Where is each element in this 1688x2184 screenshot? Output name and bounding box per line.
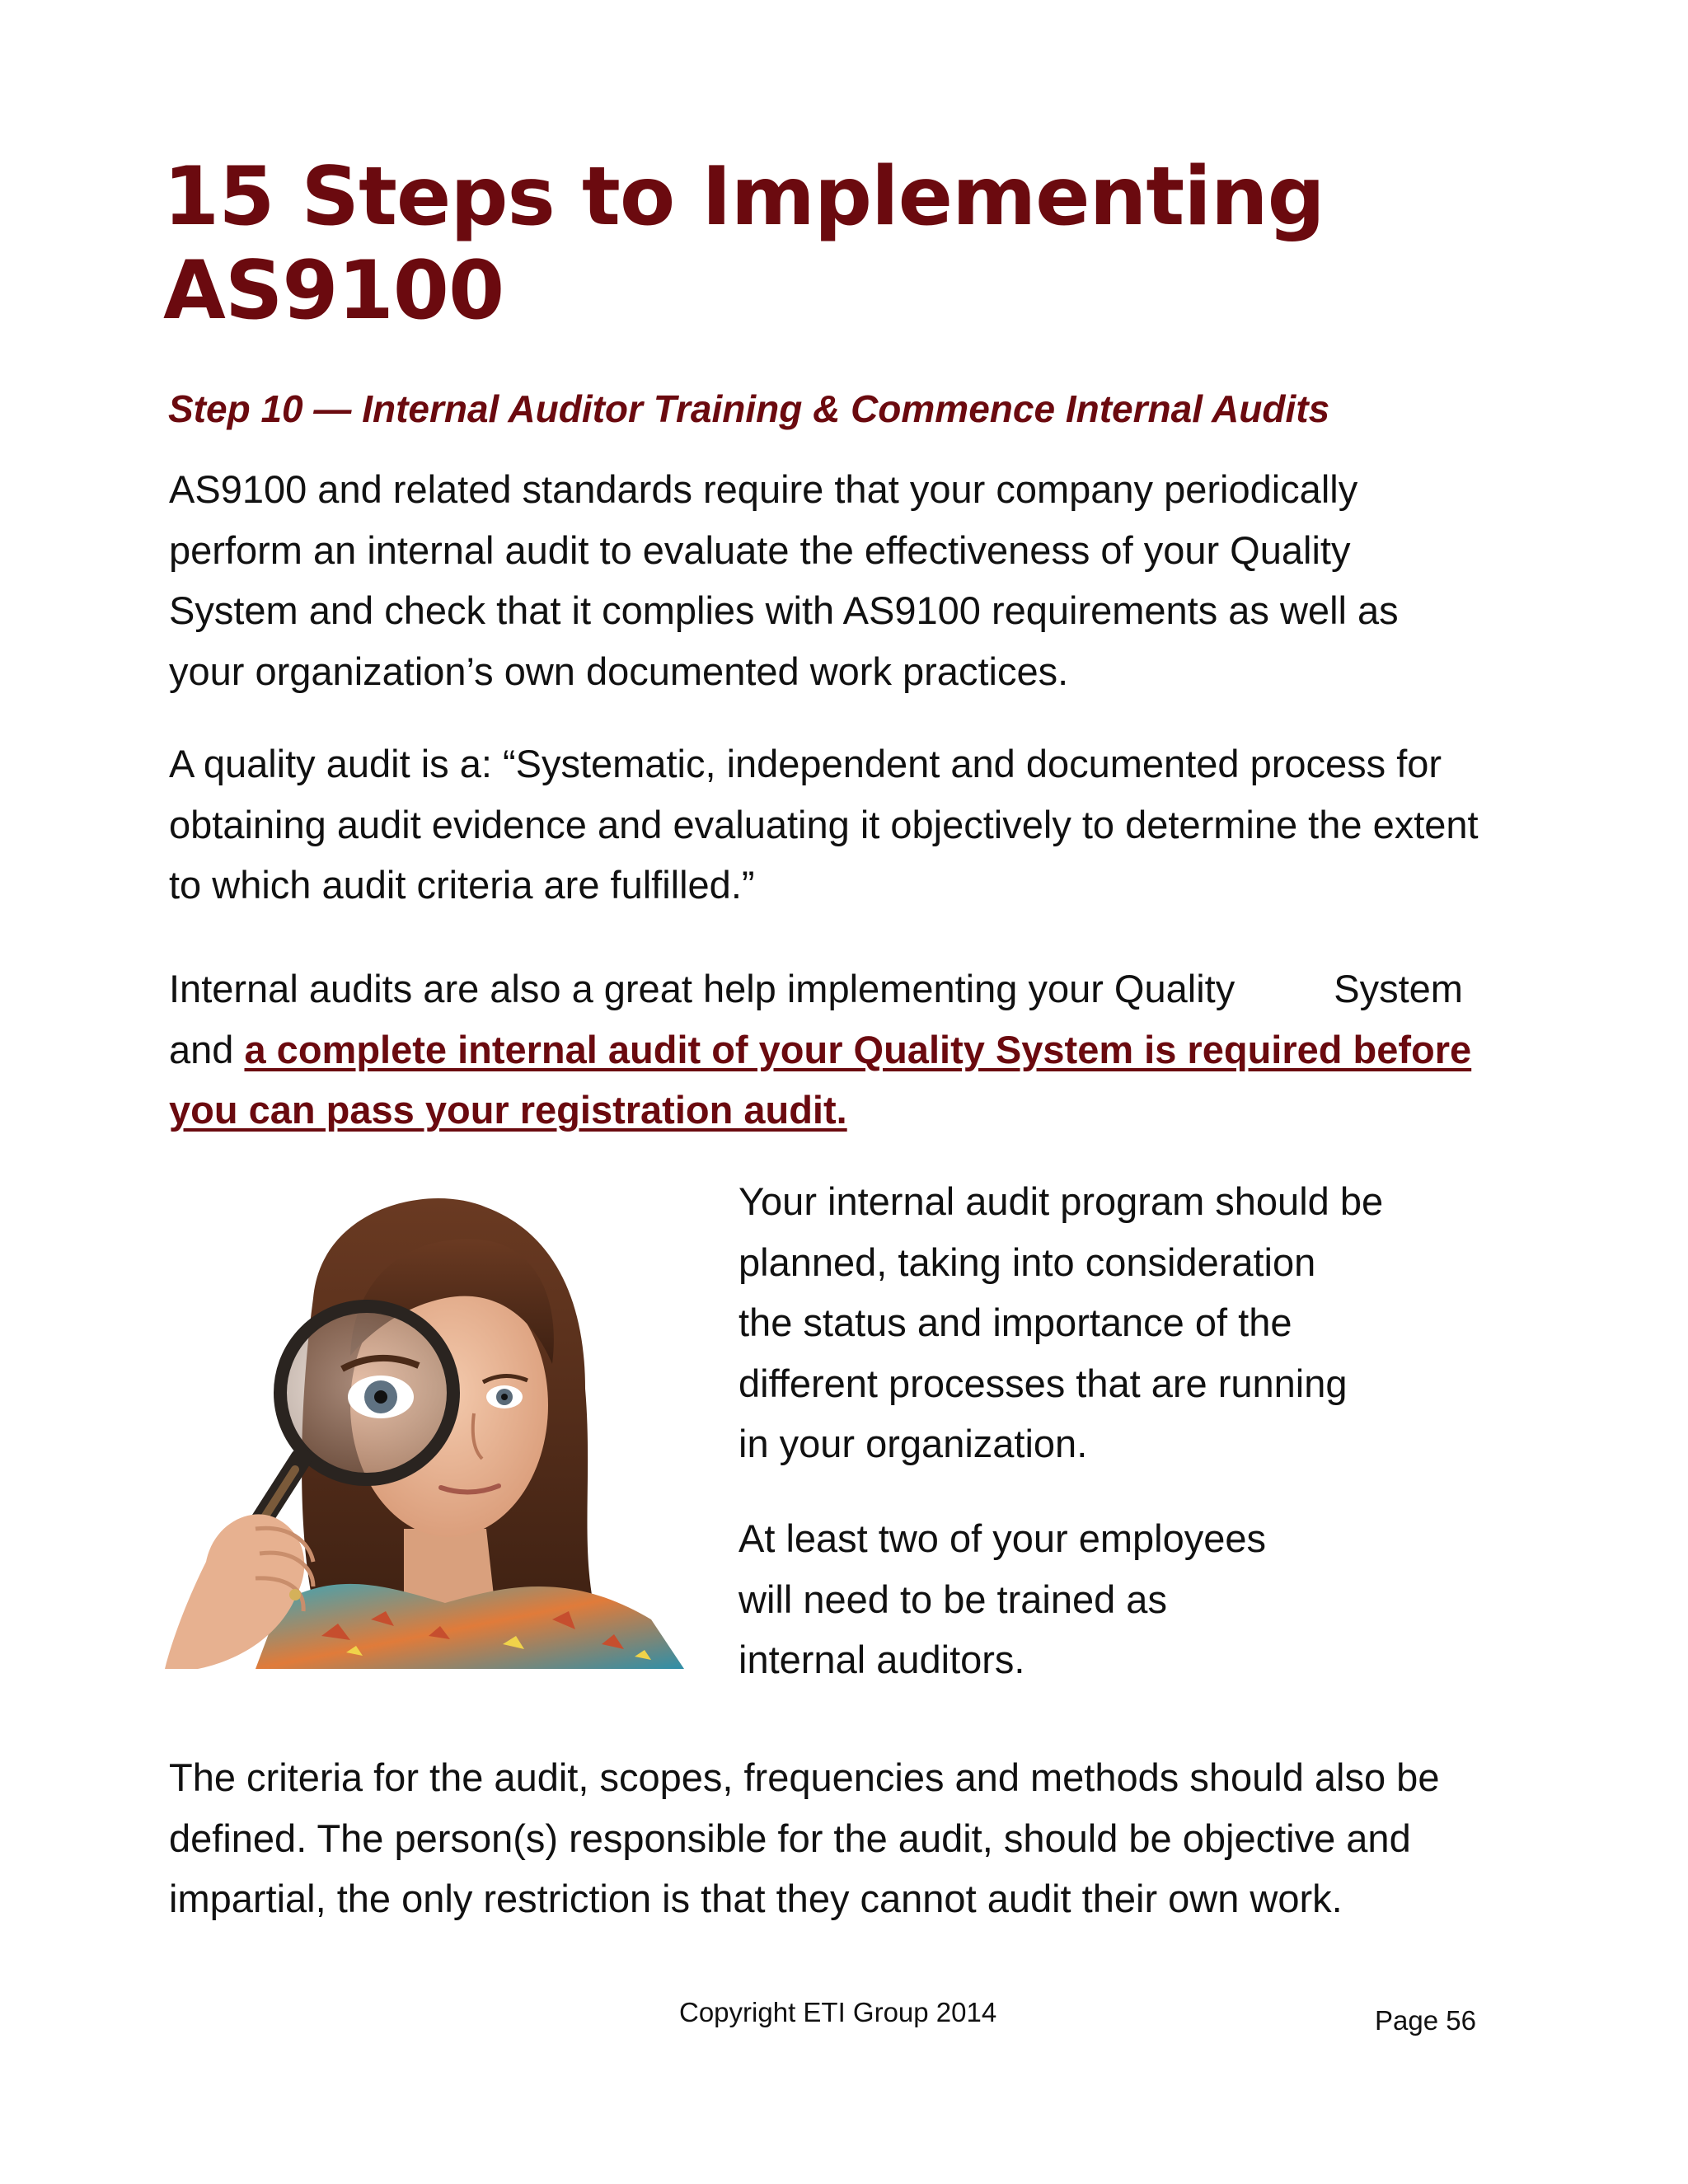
title-line-2: AS9100 <box>163 244 504 338</box>
page-number: Page 56 <box>1375 2005 1476 2036</box>
definition-paragraph: A quality audit is a: “Systematic, independent and documented process for obtaining audit evidence and evaluating it objectively to determine the extent to which audit criteria are fulfilled.” <box>169 742 1479 907</box>
requirement-and: and <box>169 1027 234 1071</box>
requirement-lead: Internal audits are also a great help implementing your Quality <box>169 967 1236 1010</box>
requirement-system-word: System <box>1334 967 1463 1010</box>
copyright-footer: Copyright ETI Group 2014 <box>679 1997 997 2027</box>
page-title <box>163 150 1400 338</box>
auditor-training-paragraph: At least two of your employees will need to be trained as internal auditors. <box>738 1516 1267 1681</box>
requirement-paragraph <box>169 958 1529 1141</box>
woman-with-magnifying-glass-photo <box>157 1174 696 1669</box>
audit-program-paragraph: Your internal audit program should be planned, taking into consideration the status and importance of the different processes that are running in your organization. <box>738 1179 1384 1465</box>
title-line-1: 15 Steps to Implementing <box>163 150 1325 244</box>
intro-paragraph: AS9100 and related standards require that your company periodically perform an internal audit to evaluate the effectiveness of your Quality System and check that it complies with AS9100 requirements as well as your organization’s own documented work practices. <box>169 467 1399 693</box>
requirement-emphasis: a complete internal audit of your Quality System is required before you can pass your registration audit. <box>169 1027 1472 1132</box>
step-heading: Step 10 — Internal Auditor Training & Commence Internal Audits <box>168 387 1330 430</box>
criteria-paragraph: The criteria for the audit, scopes, frequencies and methods should also be defined. The person(s) responsible for the audit, should be objective and impartial, the only restriction is that they cannot audit their own work. <box>169 1755 1440 1920</box>
